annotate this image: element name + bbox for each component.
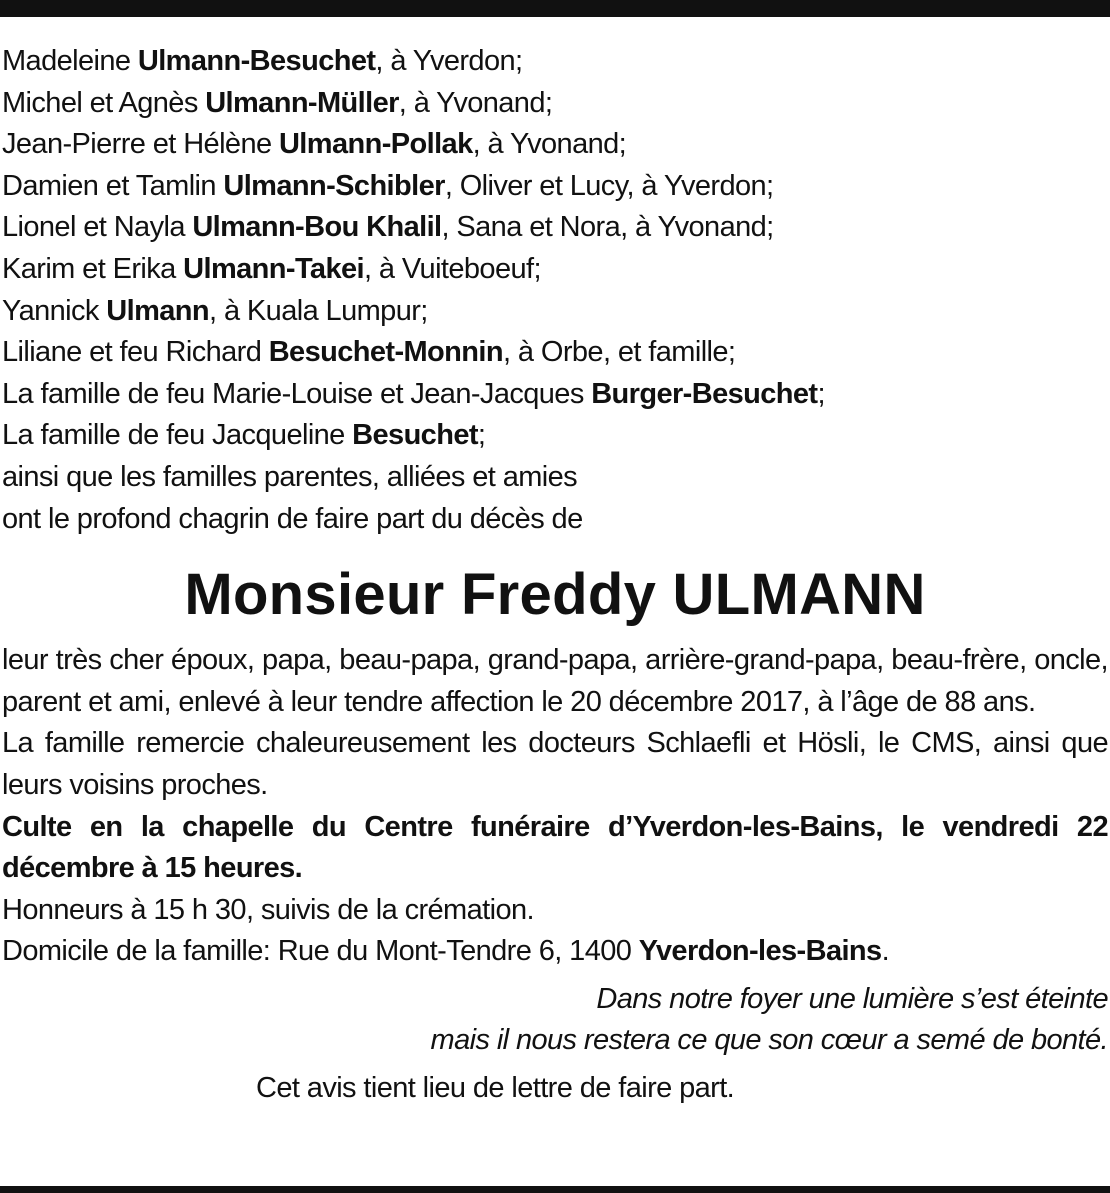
family-line: Lionel et Nayla Ulmann-Bou Khalil, Sana et Nora, à Yvonand; xyxy=(2,211,774,244)
family-line: Damien et Tamlin Ulmann-Schibler, Oliver et Lucy, à Yverdon; xyxy=(2,169,774,202)
family-line: Jean-Pierre et Hélène Ulmann-Pollak, à Yvonand; xyxy=(2,128,627,161)
family-line: Karim et Erika Ulmann-Takei, à Vuiteboeuf; xyxy=(2,252,541,285)
family-line: Michel et Agnès Ulmann-Müller, à Yvonand; xyxy=(2,86,553,119)
quote-line: mais il nous restera ce que son cœur a semé de bonté. xyxy=(430,1024,1108,1057)
intro-line: ainsi que les familles parentes, alliées et amies xyxy=(2,460,578,493)
family-line: La famille de feu Jacqueline Besuchet; xyxy=(2,419,486,452)
honours-line: Honneurs à 15 h 30, suivis de la crémation. xyxy=(2,893,534,926)
address-line: Domicile de la famille: Rue du Mont-Tendre 6, 1400 Yverdon-les-Bains. xyxy=(2,935,890,968)
family-list xyxy=(2,41,1108,540)
epitaph-quote xyxy=(2,979,1108,1062)
closing-note: Cet avis tient lieu de lettre de faire part. xyxy=(256,1072,735,1105)
thanks-paragraph: La famille remercie chaleureusement les docteurs Schlaefli et Hösli, le CMS, ainsi que leurs voisins proches. xyxy=(2,727,1108,801)
description-paragraph: leur très cher époux, papa, beau-papa, grand-papa, arrière-grand-papa, beau-frère, oncle, parent et ami, enlevé à leur tendre affection le 20 décembre 2017, à l’âge de 88 ans. xyxy=(2,644,1108,718)
family-line: Liliane et feu Richard Besuchet-Monnin, à Orbe, et famille; xyxy=(2,336,736,369)
quote-line: Dans notre foyer une lumière s’est éteinte xyxy=(596,982,1108,1015)
intro-line: ont le profond chagrin de faire part du décès de xyxy=(2,502,583,535)
bottom-rule xyxy=(0,1186,1110,1193)
family-line: Yannick Ulmann, à Kuala Lumpur; xyxy=(2,294,428,327)
ceremony-paragraph: Culte en la chapelle du Centre funéraire d’Yverdon-les-Bains, le vendredi 22 décembre à 15 heures. xyxy=(2,810,1108,885)
deceased-name: Monsieur Freddy ULMANN xyxy=(184,562,926,628)
family-line: Madeleine Ulmann-Besuchet, à Yverdon; xyxy=(2,45,523,77)
family-line: La famille de feu Marie-Louise et Jean-Jacques Burger-Besuchet; xyxy=(2,377,825,410)
address-city: Yverdon-les-Bains xyxy=(638,935,882,968)
obituary-notice xyxy=(2,41,1108,1110)
top-rule xyxy=(0,0,1110,17)
